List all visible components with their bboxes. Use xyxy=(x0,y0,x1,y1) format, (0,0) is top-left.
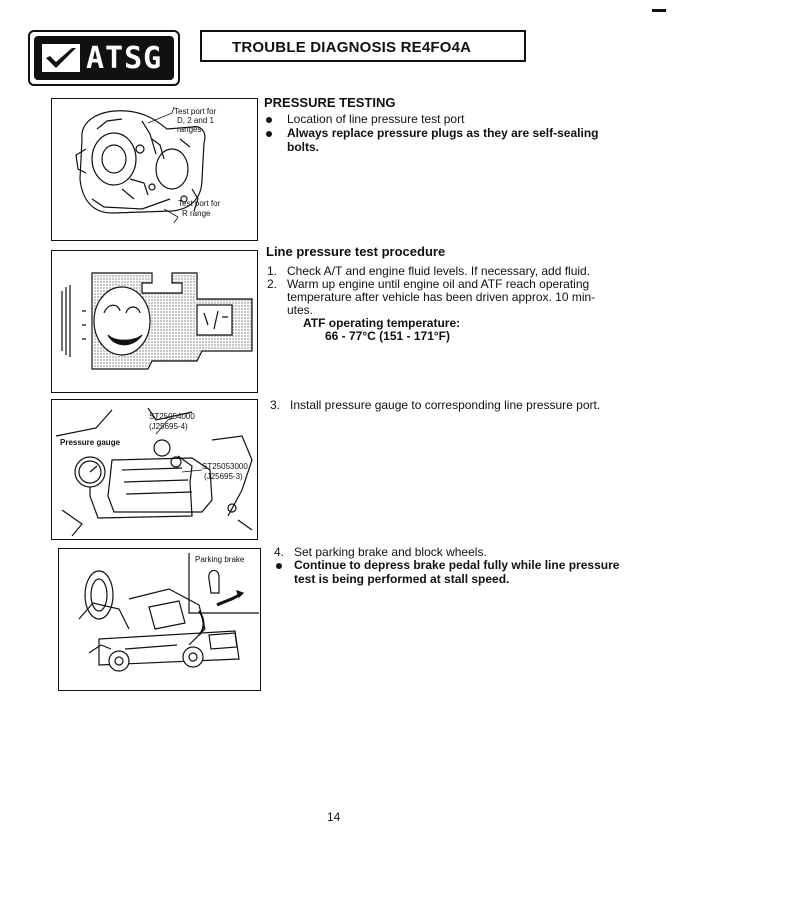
step-number-2: 2. xyxy=(267,277,278,291)
text-step-2-line2: temperature after vehicle has been driven approx. 10 min- xyxy=(287,290,596,304)
text-location-test-port: Location of line pressure test port xyxy=(287,112,465,126)
label-test-port-r-line2: R range xyxy=(182,209,211,218)
label-atf-operating-temp: ATF operating temperature: xyxy=(303,316,461,330)
page-number: 14 xyxy=(327,810,341,824)
bullet-dot xyxy=(276,563,282,569)
bullet-dot xyxy=(266,131,272,137)
label-pressure-gauge: Pressure gauge xyxy=(60,438,121,447)
title-box xyxy=(200,30,526,62)
text-step-2-line1: Warm up engine until engine oil and ATF reach operating xyxy=(287,277,590,291)
text-replace-plugs-line2: bolts. xyxy=(287,140,319,154)
label-test-port-d21-line3: ranges xyxy=(177,125,202,134)
step-number-3: 3. xyxy=(270,398,281,412)
label-test-port-d21-line2: D, 2 and 1 xyxy=(177,116,214,125)
text-step-2-line3: utes. xyxy=(287,303,314,317)
figure-fluid-check xyxy=(51,250,258,393)
value-atf-operating-temp: 66 - 77°C (151 - 171°F) xyxy=(325,329,450,343)
check-icon xyxy=(42,44,80,72)
label-test-port-r-line1: Test port for xyxy=(178,199,221,208)
text-step-4: Set parking brake and block wheels. xyxy=(294,545,487,559)
text-step-3: Install pressure gauge to corresponding line pressure port. xyxy=(290,398,601,412)
figure-test-port-location xyxy=(51,98,258,241)
bullet-dot xyxy=(266,117,272,123)
label-tool-j25695-3: (J25695-3) xyxy=(204,472,243,481)
step-number-4: 4. xyxy=(274,545,285,559)
text-step-1: Check A/T and engine fluid levels. If necessary, add fluid. xyxy=(287,264,591,278)
atsg-logo xyxy=(28,30,180,86)
corner-mark xyxy=(652,9,666,12)
logo-text: ATSG xyxy=(86,41,163,76)
step-number-1: 1. xyxy=(267,264,278,278)
label-tool-st25054000: ST25054000 xyxy=(149,412,195,421)
label-test-port-d21-line1: Test port for xyxy=(174,107,217,116)
figure-parking-brake xyxy=(58,548,261,691)
label-tool-j25695-4: (J25695-4) xyxy=(149,422,188,431)
text-depress-brake-line1: Continue to depress brake pedal fully while line pressure xyxy=(294,558,620,572)
label-tool-st25053000: ST25053000 xyxy=(202,462,248,471)
text-replace-plugs-line1: Always replace pressure plugs as they are self-sealing xyxy=(287,126,599,140)
heading-pressure-testing: PRESSURE TESTING xyxy=(264,95,396,110)
text-depress-brake-line2: test is being performed at stall speed. xyxy=(294,572,510,586)
label-parking-brake: Parking brake xyxy=(195,555,245,564)
heading-line-pressure-procedure: Line pressure test procedure xyxy=(266,244,446,259)
figure-pressure-gauge-install xyxy=(51,399,258,540)
page-title: TROUBLE DIAGNOSIS RE4FO4A xyxy=(232,39,472,56)
